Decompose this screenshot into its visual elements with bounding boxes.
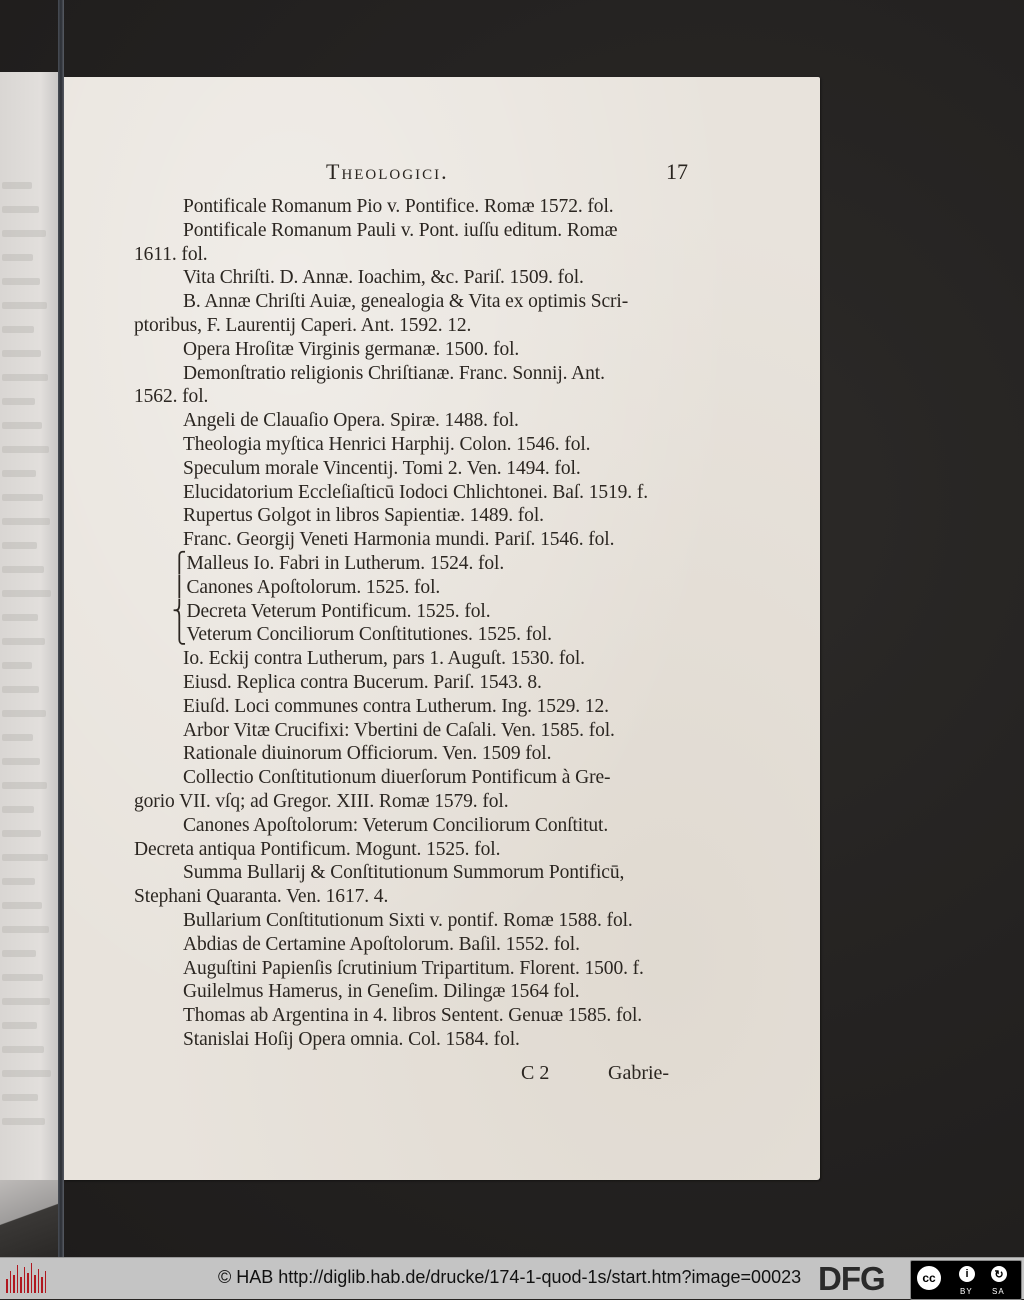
- catalog-line: Demonſtratio religionis Chriſtianæ. Franc. Sonnij. Ant.: [183, 362, 605, 384]
- running-head: [64, 159, 820, 187]
- previous-page-edge: [0, 72, 58, 1182]
- ghost-text-line: [2, 374, 48, 381]
- catalog-line: Bullarium Conſtitutionum Sixti v. pontif. Romæ 1588. fol.: [183, 910, 633, 931]
- hab-logo-bar: [31, 1263, 33, 1293]
- catalog-line: Canones Apoſtolorum: Veterum Conciliorum Conſtitut.: [183, 814, 609, 836]
- hab-logo-bar: [41, 1277, 43, 1293]
- ghost-text-line: [2, 230, 46, 237]
- ghost-text-line: [2, 518, 50, 525]
- catalog-line: Elucidatorium Eccleſiaſticū Iodoci Chlichtonei. Baſ. 1519. f.: [183, 481, 649, 503]
- ghost-text-line: [2, 470, 36, 477]
- ghost-text-line: [2, 926, 49, 933]
- ghost-text-line: [2, 1094, 38, 1101]
- catalog-line: 1562. fol.: [134, 386, 209, 408]
- copyright-link[interactable]: © HAB http://diglib.hab.de/drucke/174-1-quod-1s/start.htm?image=00023: [218, 1267, 802, 1287]
- hab-logo-bar: [34, 1275, 36, 1293]
- ghost-text-line: [2, 686, 39, 693]
- ghost-text-line: [2, 758, 40, 765]
- dfg-logo[interactable]: DFG: [818, 1260, 885, 1297]
- catalog-line: Guilelmus Hamerus, in Geneſim. Dilingæ 1564 fol.: [183, 981, 580, 1003]
- catalog-line: ⎧Malleus Io. Fabri in Lutherum. 1524. fol.: [172, 553, 505, 574]
- sa-share-alike-icon: ↻: [989, 1264, 1009, 1284]
- ghost-text-line: [2, 782, 47, 789]
- catalog-line: Eiusd. Replica contra Bucerum. Pariſ. 1543. 8.: [183, 672, 542, 693]
- catalog-line: Io. Eckij contra Lutherum, pars 1. Auguſt. 1530. fol.: [183, 648, 585, 670]
- ghost-text-line: [2, 1022, 37, 1029]
- catalog-line: Speculum morale Vincentij. Tomi 2. Ven. 1494. fol.: [183, 457, 581, 479]
- catalog-line: Angeli de Clauaſio Opera. Spiræ. 1488. fol.: [183, 410, 519, 432]
- ghost-text-line: [2, 1118, 45, 1125]
- catalog-line: Thomas ab Argentina in 4. libros Sentent. Genuæ 1585. fol.: [183, 1005, 643, 1027]
- ghost-text-line: [2, 854, 48, 861]
- hab-logo-bar: [27, 1273, 29, 1293]
- ghost-text-line: [2, 326, 34, 333]
- ghost-text-line: [2, 542, 37, 549]
- ghost-text-line: [2, 638, 45, 645]
- catalog-line: ⎨Decreta Veterum Pontificum. 1525. fol.: [172, 600, 491, 622]
- by-label: BY: [960, 1287, 973, 1296]
- catalog-line: Theologia myſtica Henrici Harphij. Colon. 1546. fol.: [183, 434, 591, 455]
- catalog-line: ⎩Veterum Conciliorum Conſtitutiones. 1525. fol.: [172, 624, 552, 646]
- hab-logo-bar: [45, 1271, 47, 1293]
- catalog-line: Collectio Conſtitutionum diuerſorum Pontificum à Gre-: [183, 767, 611, 789]
- hab-logo-bar: [38, 1269, 40, 1293]
- cc-by-sa-license-badge[interactable]: [910, 1260, 1022, 1300]
- catalog-line: gorio VII. vſq; ad Gregor. XIII. Romæ 1579. fol.: [134, 791, 509, 812]
- catalog-line: Abdias de Certamine Apoſtolorum. Baſil. 1552. fol.: [183, 933, 580, 955]
- catalog-line: Franc. Georgij Veneti Harmonia mundi. Pariſ. 1546. fol.: [183, 529, 615, 551]
- ghost-text-line: [2, 494, 43, 501]
- ghost-text-line: [2, 950, 36, 957]
- ghost-text-line: [2, 350, 41, 357]
- ghost-text-line: [2, 974, 43, 981]
- catalog-line: Rupertus Golgot in libros Sapientiæ. 1489. fol.: [183, 505, 544, 527]
- catalog-line: ptoribus, F. Laurentij Caperi. Ant. 1592. 12.: [134, 315, 472, 336]
- catalog-line: Stanislai Hoſij Opera omnia. Col. 1584. fol.: [183, 1029, 520, 1050]
- catalog-line: Eiuſd. Loci communes contra Lutherum. Ing. 1529. 12.: [183, 695, 609, 717]
- ghost-text-line: [2, 1046, 44, 1053]
- ghost-text-line: [2, 302, 47, 309]
- sa-label: SA: [992, 1287, 1005, 1296]
- running-title: Theologici.: [326, 159, 449, 184]
- hab-logo-bar: [10, 1271, 12, 1293]
- hab-logo-icon[interactable]: [6, 1263, 46, 1293]
- ghost-text-line: [2, 446, 49, 453]
- previous-page-shadow: [0, 1180, 60, 1257]
- catalog-line: 1611. fol.: [134, 243, 208, 265]
- catalog-line: Opera Hroſitæ Virginis germanæ. 1500. fol.: [183, 338, 520, 360]
- ghost-text-line: [2, 998, 50, 1005]
- ghost-text-line: [2, 278, 40, 285]
- by-attribution-icon: i: [957, 1264, 977, 1284]
- ghost-text-line: [2, 566, 44, 573]
- ghost-text-line: [2, 830, 41, 837]
- catalog-line: Stephani Quaranta. Ven. 1617. 4.: [134, 886, 389, 908]
- ghost-text-line: [2, 710, 46, 717]
- catalog-line: Decreta antiqua Pontificum. Mogunt. 1525. fol.: [134, 838, 501, 860]
- ghost-text-line: [2, 878, 35, 885]
- ghost-text-line: [2, 254, 33, 261]
- ghost-text-line: [2, 662, 32, 669]
- catchword: Gabrie-: [608, 1062, 670, 1084]
- ghost-text-line: [2, 734, 33, 741]
- catalog-line: Vita Chriſti. D. Annæ. Ioachim, &c. Pariſ. 1509. fol.: [183, 267, 584, 289]
- cc-icon: cc: [915, 1264, 943, 1292]
- ghost-text-line: [2, 422, 42, 429]
- hab-logo-bar: [13, 1275, 15, 1293]
- hab-logo-bar: [6, 1279, 8, 1293]
- catalog-line: Pontificale Romanum Pauli v. Pont. iuſſu editum. Romæ: [183, 219, 618, 241]
- hab-logo-bar: [17, 1265, 19, 1293]
- ghost-text-line: [2, 1070, 51, 1077]
- ghost-text-line: [2, 902, 42, 909]
- hab-logo-bar: [24, 1267, 26, 1293]
- catalog-line: ⎪Canones Apoſtolorum. 1525. fol.: [172, 576, 441, 598]
- ghost-text-line: [2, 806, 34, 813]
- catalog-line: Rationale diuinorum Officiorum. Ven. 1509 fol.: [183, 743, 552, 765]
- catalog-line: Summa Bullarij & Conſtitutionum Summorum Pontificū,: [183, 862, 625, 884]
- ghost-text-line: [2, 590, 51, 597]
- footer-bar: [0, 1257, 1024, 1299]
- catalog-line: B. Annæ Chriſti Auiæ, genealogia & Vita ex optimis Scri-: [183, 291, 629, 313]
- catalog-line: Arbor Vitæ Crucifixi: Vbertini de Caſali. Ven. 1585. fol.: [183, 719, 615, 741]
- catalog-line: Auguſtini Papienſis ſcrutinium Tripartitum. Florent. 1500. f.: [183, 957, 644, 979]
- hab-logo-bar: [20, 1277, 22, 1293]
- ghost-text-line: [2, 206, 39, 213]
- scanned-page: [64, 77, 820, 1180]
- catalog-line: Pontificale Romanum Pio v. Pontifice. Romæ 1572. fol.: [183, 196, 614, 217]
- ghost-text-line: [2, 182, 32, 189]
- signature-mark: C 2: [521, 1062, 550, 1084]
- ghost-text-line: [2, 614, 38, 621]
- page-number: 17: [666, 159, 688, 184]
- ghost-text-line: [2, 398, 35, 405]
